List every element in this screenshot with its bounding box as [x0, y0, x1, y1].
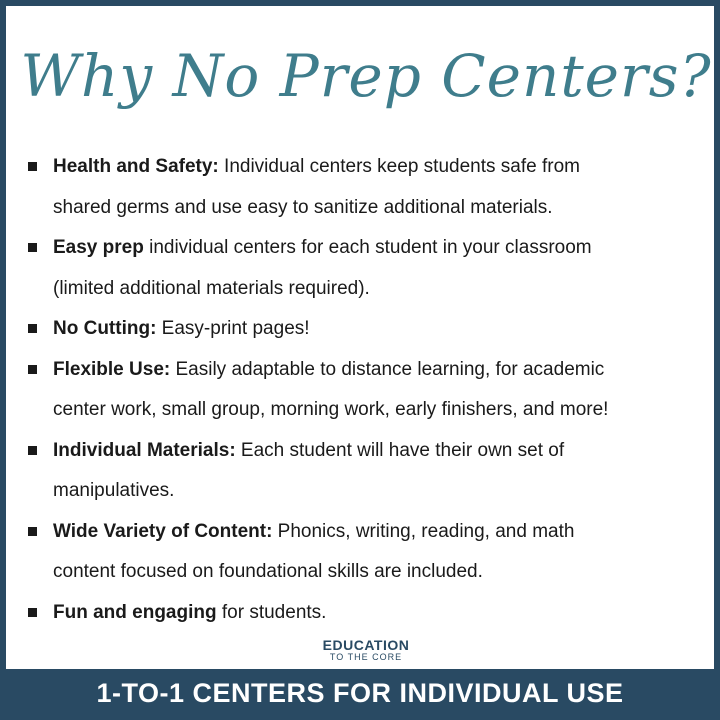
- page-title: Why No Prep Centers?: [20, 42, 712, 110]
- item-text: Individual centers keep students safe from: [218, 156, 580, 177]
- list-item: [26, 593, 706, 634]
- item-text: Easily adaptable to distance learning, for academic: [170, 358, 605, 380]
- item-text-continued: manipulatives.: [53, 480, 175, 501]
- bullet-square-icon: [28, 162, 37, 171]
- bullet-square-icon: [28, 365, 37, 374]
- bullet-square-icon: [28, 527, 37, 536]
- bullet-square-icon: [28, 243, 37, 252]
- logo-line-2: TO THE CORE: [329, 652, 403, 662]
- item-heading: Wide Variety of Content:: [53, 520, 273, 542]
- item-text: Each student will have their own set of: [235, 439, 565, 461]
- item-heading: No Cutting:: [53, 318, 157, 339]
- benefits-list: [26, 147, 706, 633]
- item-heading: Health and Safety:: [53, 156, 219, 177]
- list-item: [26, 228, 706, 309]
- item-text: individual centers for each student in your classroom: [143, 237, 592, 258]
- logo-line-1: EDUCATION: [322, 637, 410, 653]
- bullet-square-icon: [28, 324, 37, 333]
- item-text: for students.: [216, 601, 327, 623]
- list-item: [26, 431, 706, 512]
- item-heading: Easy prep: [53, 237, 144, 258]
- brand-logo: [306, 638, 426, 662]
- footer-banner: 1-TO-1 CENTERS FOR INDIVIDUAL USE: [0, 669, 720, 720]
- bullet-square-icon: [28, 608, 37, 617]
- item-text: Phonics, writing, reading, and math: [272, 520, 575, 542]
- item-text-continued: (limited additional materials required).: [53, 277, 370, 299]
- item-text-continued: center work, small group, morning work, early finishers, and more!: [53, 399, 609, 420]
- item-text: Easy-print pages!: [156, 318, 310, 339]
- list-item: [26, 512, 706, 593]
- item-heading: Fun and engaging: [53, 601, 217, 623]
- item-text-continued: content focused on foundational skills are included.: [53, 561, 483, 582]
- list-item: [26, 350, 706, 431]
- item-heading: Flexible Use:: [53, 358, 171, 380]
- item-text-continued: shared germs and use easy to sanitize additional materials.: [53, 196, 553, 218]
- list-item: [26, 309, 706, 350]
- bullet-square-icon: [28, 446, 37, 455]
- item-heading: Individual Materials:: [53, 439, 236, 461]
- list-item: [26, 147, 706, 228]
